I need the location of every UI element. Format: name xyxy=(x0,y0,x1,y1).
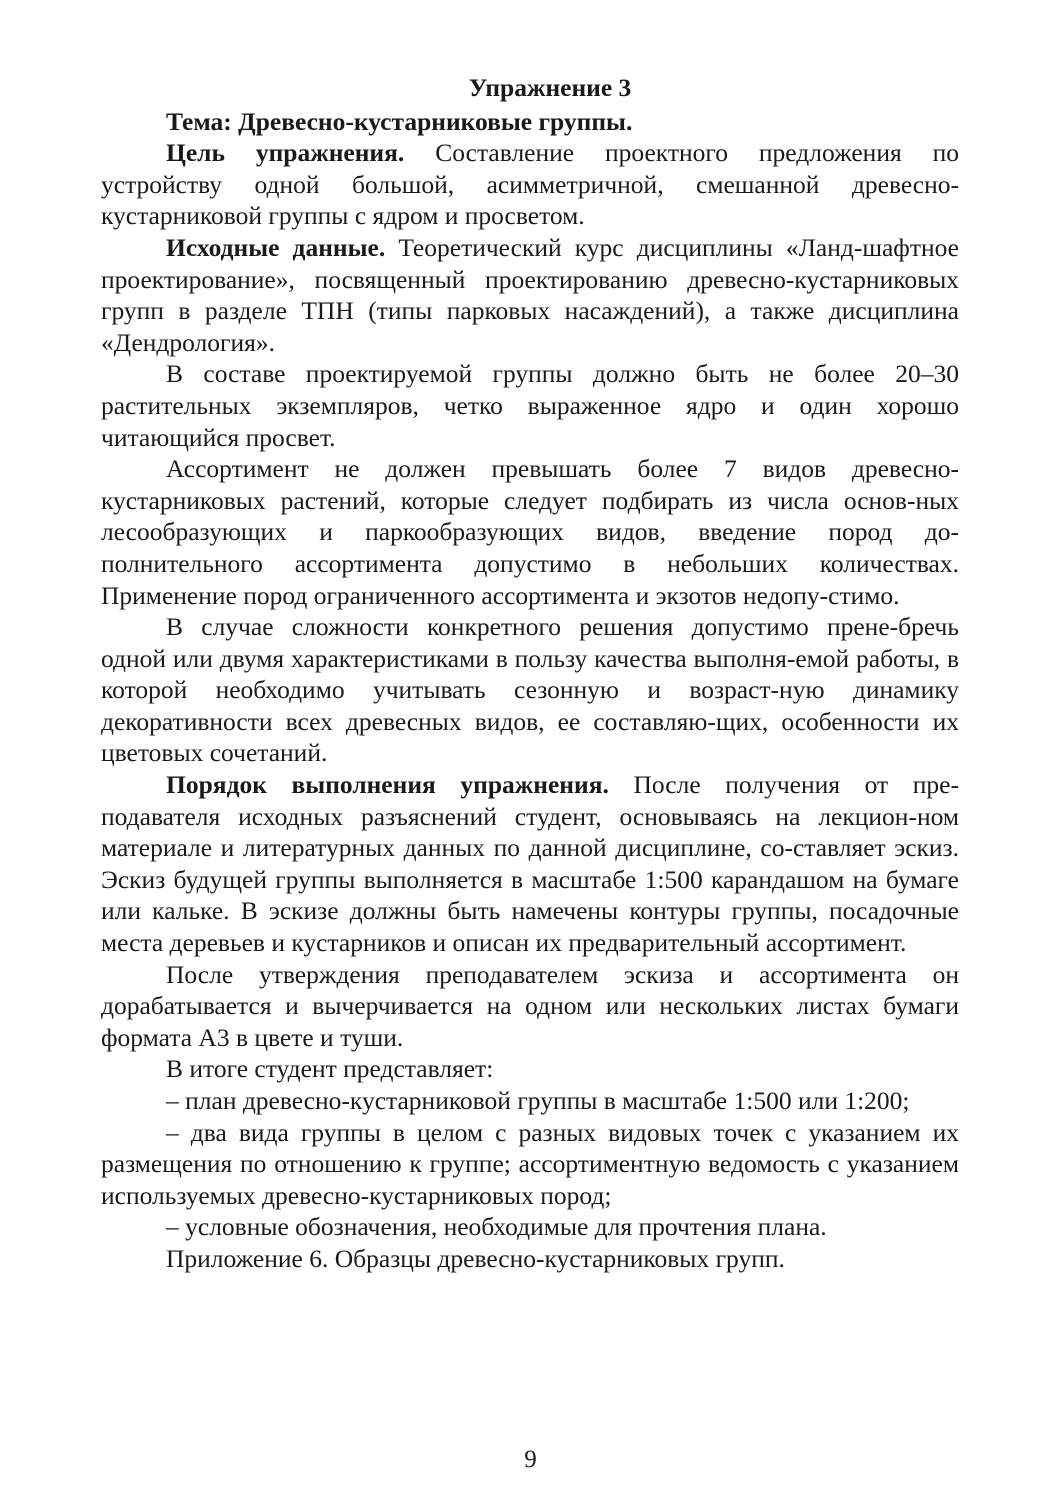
goal-text: Составление проектного предложения по устройству одной большой, асимметричной, смешанной древесно-кустарниковой группы с ядром и просветом. xyxy=(101,138,960,231)
exercise-title: Упражнение 3 xyxy=(468,73,632,102)
theme-paragraph xyxy=(101,106,959,138)
goal-paragraph xyxy=(101,137,959,232)
page-body xyxy=(101,72,959,1275)
paragraph-complexity: В случае сложности конкретного решения допустимо прене-бречь одной или двумя характеристиками в пользу качества выполня-емой работы, в которой необходимо учитывать сезонную и возраст-ную динамику декоративности всех древесных видов, ее составляю-щих, особенности их цветовых сочетаний. xyxy=(101,612,959,768)
result-item: – условные обозначения, необходимые для прочтения плана. xyxy=(166,1212,827,1242)
after-approval-paragraph: После утверждения преподавателем эскиза и ассортимента он дорабатывается и вычерчивается на одном или нескольких листах бумаги формата А3 в цвете и туши. xyxy=(101,959,959,1052)
result-item: – план древесно-кустарниковой группы в масштабе 1:500 или 1:200; xyxy=(166,1086,910,1115)
source-data-text: Теоретический курс дисциплины «Ланд-шафтное проектирование», посвященный проектированию древесно-кустарниковых групп в разделе ТПН (типы парковых насаждений), а также дисциплина «Дендрология». xyxy=(101,232,959,357)
theme-label: Тема: xyxy=(166,106,232,136)
paragraph-composition: В составе проектируемой группы должно быть не более 20–30 растительных экземпляров, четко выраженное ядро и один хорошо читающийся просвет. xyxy=(101,359,959,452)
result-intro: В итоге студент представляет: xyxy=(166,1054,494,1084)
procedure-label: Порядок выполнения упражнения. xyxy=(166,770,609,800)
source-data-paragraph xyxy=(101,232,959,358)
procedure-text: После получения от пре-подавателя исходных разъяснений студент, основываясь на лекцион-ном материале и литературных данных по данной дисциплине, со-ставляет эскиз. Эскиз будущей группы выполняется в масштабе 1:500 карандашом на бумаге или кальке. В эскизе должны быть намечены контуры группы, посадочные места деревьев и кустарников и описан их предварительный ассортимент. xyxy=(101,770,959,958)
procedure-paragraph xyxy=(101,769,959,959)
source-data-label: Исходные данные. xyxy=(166,232,386,262)
result-item: – два вида группы в целом с разных видовых точек с указанием их размещения по отношению к группе; ассортиментную ведомость с указанием используемых древесно-кустарниковых пород; xyxy=(101,1117,959,1210)
theme-text: Древесно-кустарниковые группы. xyxy=(238,106,633,136)
paragraph-assortment: Ассортимент не должен превышать более 7 видов древесно-кустарниковых растений, которые следует подбирать из числа основ-ных лесообразующих и паркообразующих видов, введение пород до-полнительного ассортимента допустимо в небольших количествах. Применение пород ограниченного ассортимента и экзотов недопу-стимо. xyxy=(101,454,959,610)
appendix-note: Приложение 6. Образцы древесно-кустарниковых групп. xyxy=(166,1243,785,1273)
page-number: 9 xyxy=(524,1446,537,1473)
goal-label: Цель упражнения. xyxy=(166,138,405,168)
